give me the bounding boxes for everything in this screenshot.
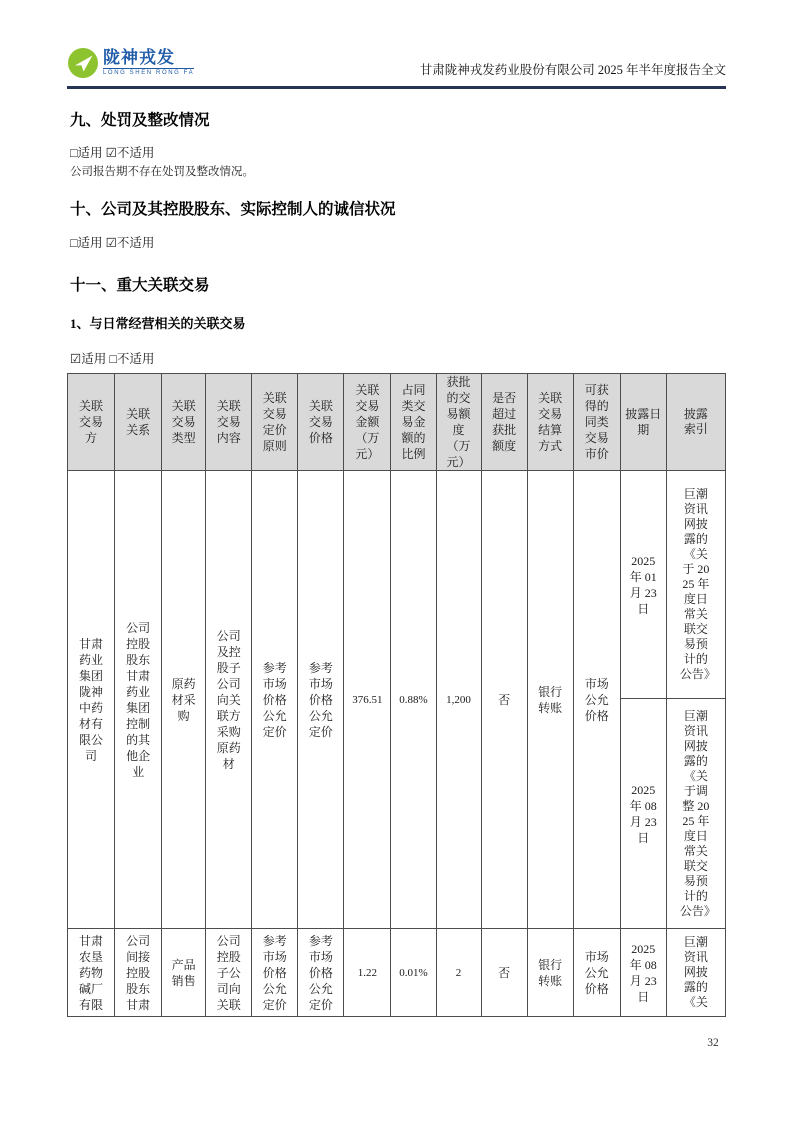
related-transactions-table: [67, 373, 726, 1017]
row2-amount: 1.22: [344, 929, 391, 1017]
col-header-disclosure-date: 披露日期: [620, 374, 666, 471]
col-header-type: 关联交易类型: [162, 374, 206, 471]
col-header-settlement: 关联交易结算方式: [527, 374, 573, 471]
row2-approved-amount: 2: [436, 929, 481, 1017]
table-row: [68, 471, 726, 699]
row1-approved-amount: 1,200: [436, 471, 481, 929]
table-header-row: [68, 374, 726, 471]
brand-name-cn: 陇神戎发: [103, 48, 175, 67]
row1-ratio: 0.88%: [391, 471, 436, 929]
row1-amount: 376.51: [344, 471, 391, 929]
row1-disclosure-date-2: 2025 年 08 月 23 日: [620, 699, 666, 929]
col-header-pricing-principle: 关联交易定价原则: [252, 374, 298, 471]
col-header-amount: 关联交易金额（万元）: [344, 374, 391, 471]
row1-exceeds-approved: 否: [481, 471, 527, 929]
col-header-exceeds-approved: 是否超过获批额度: [481, 374, 527, 471]
section-11-1-applicability: ☑适用 □不适用: [70, 352, 155, 366]
section-9-applicability: □适用 ☑不适用: [70, 146, 155, 160]
section-11-heading: 十一、重大关联交易: [70, 277, 210, 294]
header-rule: [67, 86, 726, 89]
section-9-body: 公司报告期不存在处罚及整改情况。: [70, 166, 254, 178]
row2-pricing-principle: 参考市场价格公允定价: [252, 929, 298, 1017]
row2-ratio: 0.01%: [391, 929, 436, 1017]
row2-settlement: 银行转账: [527, 929, 573, 1017]
row1-content: 公司及控股子公司向关联方采购原药材: [206, 471, 252, 929]
row2-type: 产品销售: [162, 929, 206, 1017]
row2-price: 参考市场价格公允定价: [298, 929, 344, 1017]
section-10-heading: 十、公司及其控股股东、实际控制人的诚信状况: [70, 201, 396, 218]
row1-disclosure-date-1: 2025 年 01 月 23 日: [620, 471, 666, 699]
col-header-content: 关联交易内容: [206, 374, 252, 471]
row2-market-price: 市场公允价格: [573, 929, 620, 1017]
row2-party: 甘肃农垦药物碱厂有限: [68, 929, 115, 1017]
row2-content: 公司控股子公司向关联: [206, 929, 252, 1017]
col-header-approved-amount: 获批的交易额度（万元）: [436, 374, 481, 471]
col-header-price: 关联交易价格: [298, 374, 344, 471]
col-header-disclosure-index: 披露索引: [666, 374, 725, 471]
table-row: [68, 929, 726, 1017]
section-11-1-heading: 1、与日常经营相关的关联交易: [70, 316, 246, 331]
brand-name-en: LONG SHEN RONG FA: [103, 70, 195, 76]
row2-disclosure-date: 2025 年 08 月 23 日: [620, 929, 666, 1017]
row2-relationship: 公司间接控股股东甘肃: [115, 929, 162, 1017]
row1-settlement: 银行转账: [527, 471, 573, 929]
row1-disclosure-index-1: 巨潮资讯网披露的《关于 2025 年度日常关联交易预计的公告》: [666, 471, 725, 699]
col-header-relationship: 关联关系: [115, 374, 162, 471]
logo-icon: [68, 48, 98, 78]
col-header-ratio: 占同类交易金额的比例: [391, 374, 436, 471]
row1-pricing-principle: 参考市场价格公允定价: [252, 471, 298, 929]
section-10-applicability: □适用 ☑不适用: [70, 236, 155, 250]
section-9-heading: 九、处罚及整改情况: [70, 112, 210, 129]
row1-market-price: 市场公允价格: [573, 471, 620, 929]
row1-price: 参考市场价格公允定价: [298, 471, 344, 929]
col-header-party: 关联交易方: [68, 374, 115, 471]
document-title: 甘肃陇神戎发药业股份有限公司 2025 年半年度报告全文: [419, 63, 726, 77]
row2-disclosure-index: 巨潮资讯网披露的《关: [666, 929, 725, 1017]
row1-disclosure-index-2: 巨潮资讯网披露的《关于调整 2025 年度日常关联交易预计的公告》: [666, 699, 725, 929]
row2-exceeds-approved: 否: [481, 929, 527, 1017]
company-logo: [68, 48, 194, 78]
row1-party: 甘肃药业集团陇神中药材有限公司: [68, 471, 115, 929]
page-number: 32: [707, 1037, 719, 1049]
col-header-market-price: 可获得的同类交易市价: [573, 374, 620, 471]
row1-type: 原药材采购: [162, 471, 206, 929]
row1-relationship: 公司控股股东甘肃药业集团控制的其他企业: [115, 471, 162, 929]
